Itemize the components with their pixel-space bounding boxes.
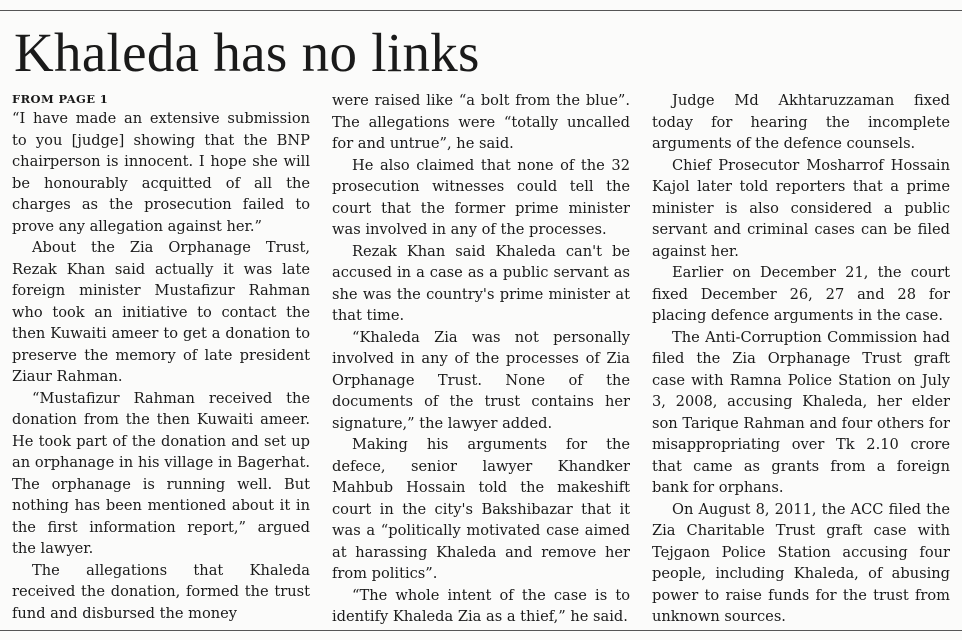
article-column-1 [12,90,310,624]
paragraph: Earlier on December 21, the court fixed December 26, 27 and 28 for placing defence arguments in the case. [652,264,950,324]
paragraph: He also claimed that none of the 32 prosecution witnesses could tell the court that the former prime minister was involved in any of the processes. [332,156,630,238]
headline: Khaleda has no links [14,22,480,83]
paragraph: “The whole intent of the case is to identify Khaleda Zia as a thief,” he said. [332,586,630,625]
bottom-rule [0,630,962,631]
paragraph: About the Zia Orphanage Trust, Rezak Khan said actually it was late foreign minister Mustafizur Rahman who took an initiative to contact the then Kuwaiti ameer to get a donation to preserve the memory of late president Ziaur Rahman. [12,239,310,385]
paragraph: The Anti-Corruption Commission had filed the Zia Orphanage Trust graft case with Ramna Police Station on July 3, 2008, accusing Khaleda, her elder son Tarique Rahman and four others for misappropriating over Tk 2.10 crore that came as grants from a foreign bank for orphans. [652,328,950,496]
jump-line: FROM PAGE 1 [12,92,109,106]
article-column-3 [652,90,950,628]
paragraph: “I have made an extensive submission to you [judge] showing that the BNP chairperson is innocent. I hope she will be honourably acquitted of all the charges as the prosecution failed to prove any allegation against her.” [12,110,310,235]
paragraph: were raised like “a bolt from the blue”. The allegations were “totally uncalled for and untrue”, he said. [332,92,630,152]
paragraph: The allegations that Khaleda received the donation, formed the trust fund and disbursed the money [12,561,310,622]
paragraph: Rezak Khan said Khaleda can't be accused in a case as a public servant as she was the country's prime minister at that time. [332,242,630,324]
top-rule [0,10,962,11]
paragraph: Judge Md Akhtaruzzaman fixed today for hearing the incomplete arguments of the defence counsels. [652,92,950,152]
paragraph: Chief Prosecutor Mosharrof Hossain Kajol later told reporters that a prime minister is also considered a public servant and criminal cases can be filed against her. [652,156,950,260]
paragraph: On August 8, 2011, the ACC filed the Zia Charitable Trust graft case with Tejgaon Police Station accusing four people, including Khaleda, of abusing power to raise funds for the trust from unknown sources. [652,500,950,625]
paragraph: Making his arguments for the defece, senior lawyer Khandker Mahbub Hossain told the makeshift court in the city's Bakshibazar that it was a “politically motivated case aimed at harassing Khaleda and remove her from politics”. [332,436,630,582]
article-column-2 [332,90,630,628]
paragraph: “Mustafizur Rahman received the donation from the then Kuwaiti ameer. He took part of the donation and set up an orphanage in his village in Bagerhat. The orphanage is running well. But nothing has been mentioned about it in the first information report,” argued the lawyer. [12,389,310,557]
paragraph: “Khaleda Zia was not personally involved in any of the processes of Zia Orphanage Trust. None of the documents of the trust contains her signature,” the lawyer added. [332,328,630,432]
